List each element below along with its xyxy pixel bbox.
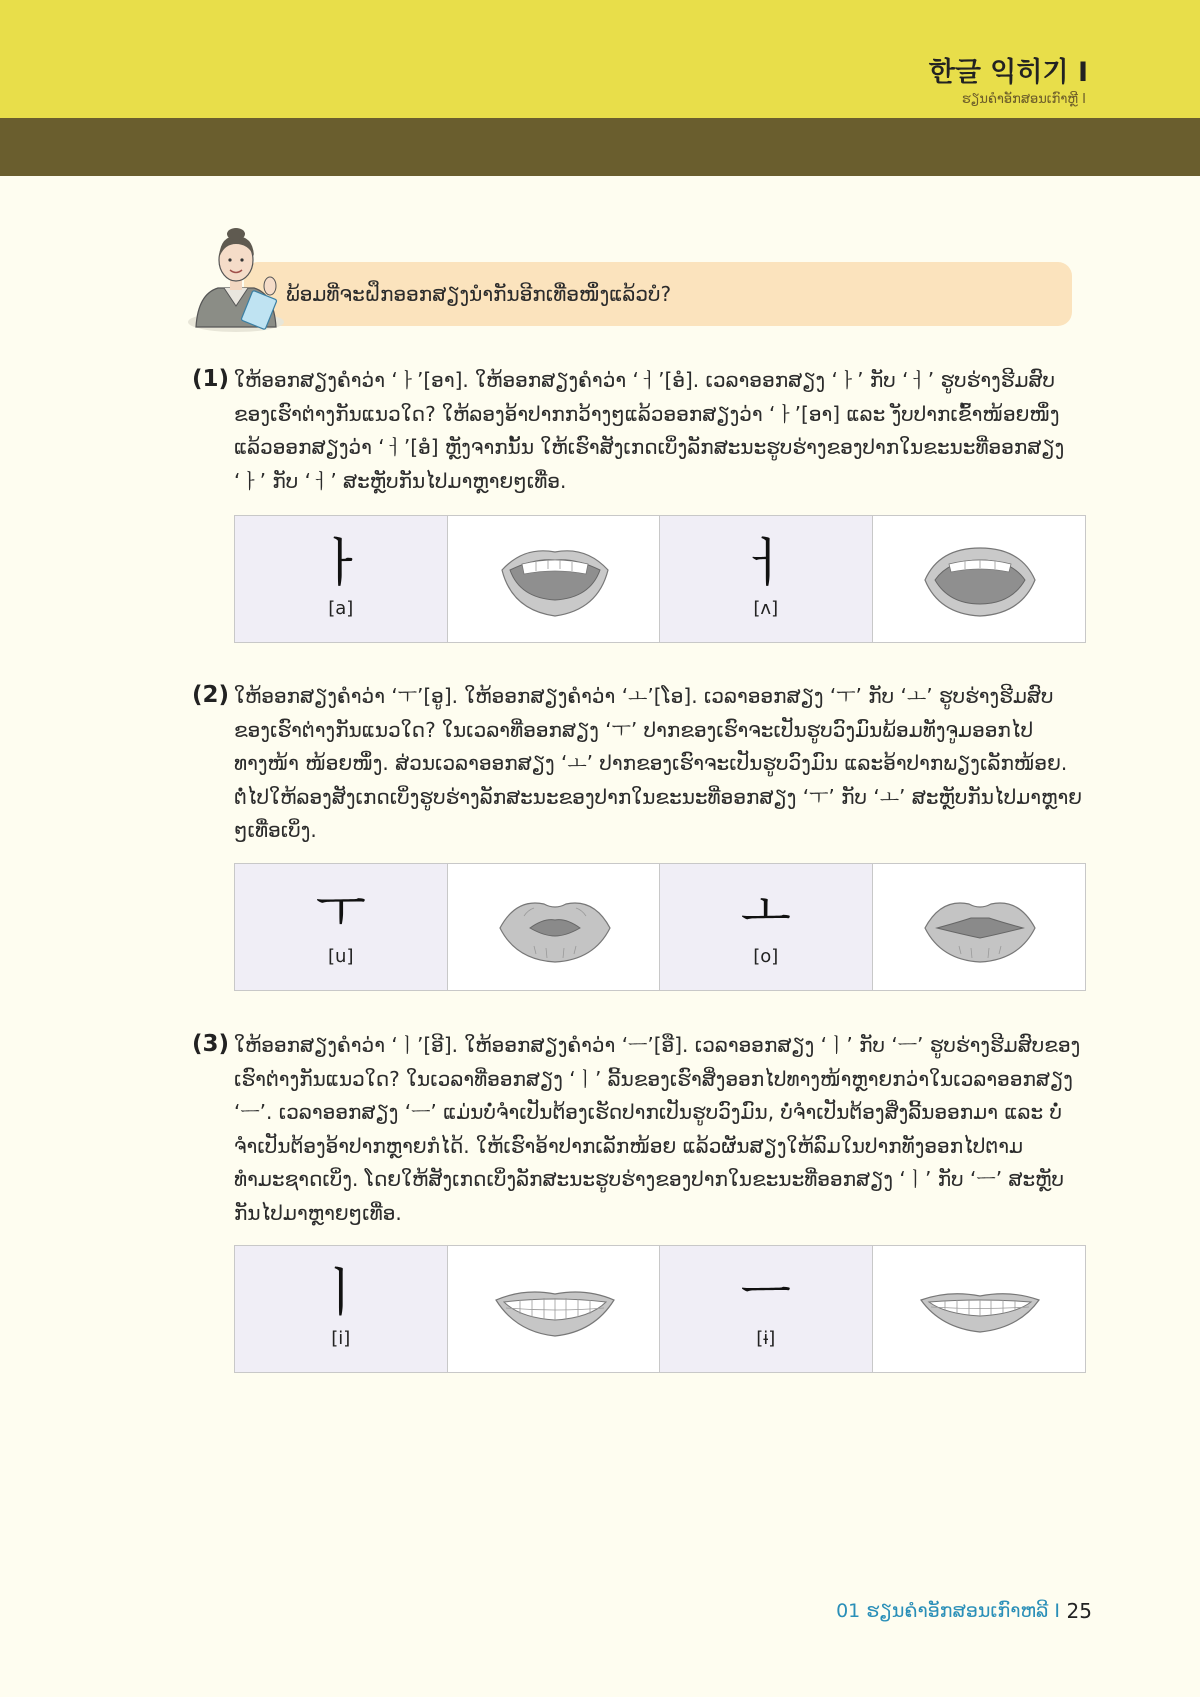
section-number: (2) (192, 682, 230, 708)
mouth-cell (873, 864, 1086, 990)
vowel-ipa: [a] (328, 598, 354, 619)
vowel-cell (235, 516, 448, 642)
vowel-ipa: [ʌ] (753, 598, 779, 619)
mouth-cell (448, 864, 661, 990)
mouth-cell (448, 1246, 661, 1372)
vowel-cell (660, 516, 873, 642)
vowel-letter: ㅓ (740, 534, 791, 594)
section-number: (1) (192, 366, 230, 392)
vowel-cell (660, 864, 873, 990)
footer-chapter-label: 01 ຮຽນຄຳອັກສອນເກົາຫລີ I (836, 1600, 1060, 1622)
book-subtitle: ຮຽນຄຳອັກສອນເກົາຫຼີ I (961, 92, 1086, 107)
header-divider-band (0, 118, 1200, 176)
mouth-open-wide-illustration (494, 540, 616, 620)
vowel-ipa: [u] (328, 946, 354, 967)
vowel-letter: ㅜ (315, 882, 366, 942)
section-number: (3) (192, 1031, 230, 1057)
vowel-letter: ㅣ (315, 1264, 366, 1324)
mouth-open-round-illustration (919, 540, 1041, 620)
vowel-cell (660, 1246, 873, 1372)
vowel-ipa: [ɨ] (756, 1328, 776, 1349)
book-title: 한글 익히기 I (928, 57, 1088, 88)
teacher-illustration (186, 222, 286, 332)
mouth-rounded-small-illustration (919, 888, 1041, 968)
vowel-letter: ㅗ (740, 882, 791, 942)
mouth-cell (873, 516, 1086, 642)
section-text: ໃຫ້ອອກສຽງຄຳວ່າ ‘ㅣ’[ອີ]. ໃຫ້ອອກສຽງຄຳວ່າ ‘ㅡ’[ອື]. ເວລາອອກສຽງ ‘ㅣ’ ກັບ ‘ㅡ’ ຮູບຮ່າງຮີມສົບຂອງເຮົາຕ່າງກັນແນວໃດ? ໃນເວລາທີ່ອອກສຽງ ‘ㅣ’ ລີ້ນຂອງເຮົາສິ່ງອອກໄປທາງໜ້າຫຼາຍກວ່າໃນເວລາອອກສຽງ ‘ㅡ’. ເວລາອອກສຽງ ‘ㅡ’ ແມ່ນບໍ່ຈຳເປັນຕ້ອງເຮັດປາກເປັນຮູບວົງມົນ, ບໍ່ຈຳເປັນຕ້ອງສິ່ງລີ້ນອອກມາ ແລະ ບໍ່ຈຳເປັນຕ້ອງອ້າປາກຫຼາຍກໍໄດ້. ໃຫ້ເຮົາອ້າປາກເລັກໜ້ອຍ ແລ້ວຜັນສຽງໃຫ້ລົມໃນປາກທັງອອກໄປຕາມທຳມະຊາດເບິ່ງ. ໂດຍໃຫ້ສັງເກດເບິ່ງລັກສະນະຮູບຮ່າງຂອງປາກໃນຂະນະທີ່ອອກສຽງ ‘ㅣ’ ກັບ ‘ㅡ’ ສະຫຼັບກັນໄປມາຫຼາຍໆເທື່ອ. (234, 1033, 1081, 1225)
page-number: 25 (1066, 1599, 1092, 1623)
vowel-cell (235, 1246, 448, 1372)
vowel-ipa: [o] (753, 946, 779, 967)
vowel-ipa: [i] (331, 1328, 351, 1349)
speech-text: ພ້ອມທີ່ຈະຝຶກອອກສຽງນຳກັນອີກເທື່ອໜຶ່ງແລ້ວບໍ? (286, 282, 672, 306)
intro-speech (186, 222, 1086, 332)
section-text: ໃຫ້ອອກສຽງຄຳວ່າ ‘ㅏ’[ອາ]. ໃຫ້ອອກສຽງຄຳວ່າ ‘ㅓ’[ອໍ]. ເວລາອອກສຽງ ‘ㅏ’ ກັບ ‘ㅓ’ ຮູບຮ່າງຮີມສົບຂອງເຮົາຕ່າງກັນແນວໃດ? ໃຫ້ລອງອ້າປາກກວ້າງໆແລ້ວອອກສຽງວ່າ ‘ㅏ’[ອາ] ແລະ ງັບປາກເຂົ້າໜ້ອຍໜຶ່ງແລ້ວອອກສຽງວ່າ ‘ㅓ’[ອໍ] ຫຼັງຈາກນັ້ນ ໃຫ້ເຮົາສັງເກດເບິ່ງລັກສະນະຮູບຮ່າງຂອງປາກໃນຂະນະທີ່ອອກສຽງ ‘ㅏ’ ກັບ ‘ㅓ’ ສະຫຼັບກັນໄປມາຫຼາຍໆເທື່ອ. (234, 368, 1065, 493)
speech-bubble (244, 262, 1072, 326)
vowel-table-1 (234, 515, 1086, 643)
vowel-table-2 (234, 863, 1086, 991)
exercise-section-2 (192, 680, 1092, 842)
vowel-letter: ㅡ (740, 1264, 791, 1324)
exercise-section-1 (192, 364, 1092, 504)
mouth-rounded-protruding-illustration (494, 888, 616, 968)
section-text: ໃຫ້ອອກສຽງຄຳວ່າ ‘ㅜ’[ອູ]. ໃຫ້ອອກສຽງຄຳວ່າ ‘ㅗ’[ໂອ]. ເວລາອອກສຽງ ‘ㅜ’ ກັບ ‘ㅗ’ ຮູບຮ່າງຮີມສົບຂອງເຮົາຕ່າງກັນແນວໃດ? ໃນເວລາທີ່ອອກສຽງ ‘ㅜ’ ປາກຂອງເຮົາຈະເປັນຮູບວົງມົນພ້ອມທັງຈູມອອກໄປທາງໜ້າ ໜ້ອຍໜຶ່ງ. ສ່ວນເວລາອອກສຽງ ‘ㅗ’ ປາກຂອງເຮົາຈະເປັນຮູບວົງມົນ ແລະອ້າປາກພຽງເລັກໜ້ອຍ. ຕໍ່ໄປໃຫ້ລອງສັງເກດເບິ່ງຮູບຮ່າງລັກສະນະຂອງປາກໃນຂະນະທີ່ອອກສຽງ ‘ㅜ’ ກັບ ‘ㅗ’ ສະຫຼັບກັນໄປມາຫຼາຍໆເທື່ອເບິ່ງ. (234, 684, 1082, 842)
mouth-cell (448, 516, 661, 642)
mouth-flat-teeth-illustration (919, 1270, 1041, 1350)
vowel-table-3 (234, 1245, 1086, 1373)
vowel-cell (235, 864, 448, 990)
mouth-cell (873, 1246, 1086, 1372)
mouth-smile-teeth-illustration (494, 1270, 616, 1350)
vowel-letter: ㅏ (315, 534, 366, 594)
exercise-section-3 (192, 1029, 1092, 1239)
